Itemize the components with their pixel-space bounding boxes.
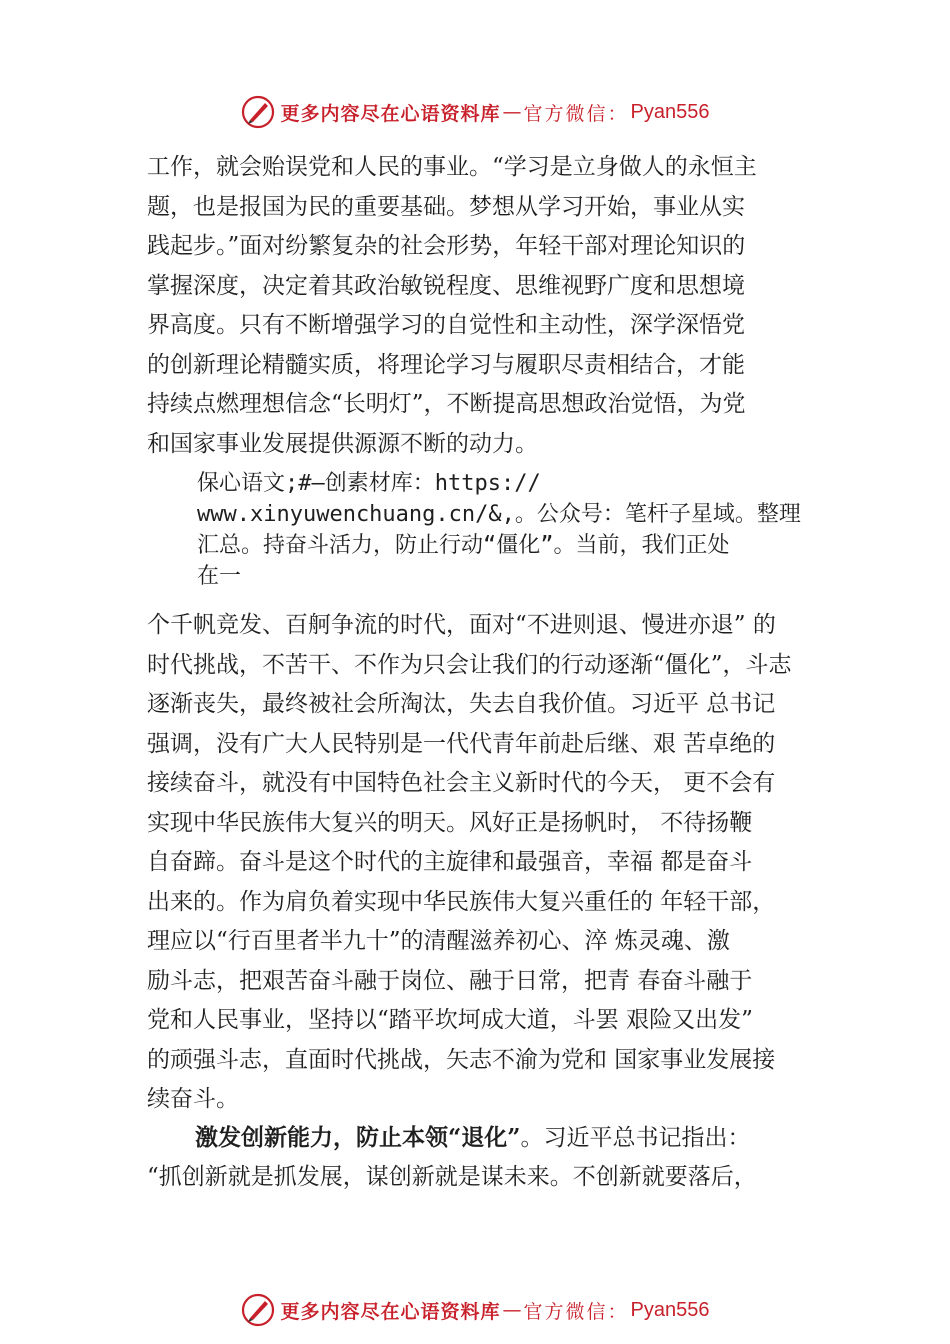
text-line: 出来的。作为肩负着实现中华民族伟大复兴重任的 年轻干部，: [147, 888, 776, 915]
text-line: 汇总。持奋斗活力，防止行动“僵化”。当前，我们正处: [197, 533, 730, 558]
text-line: 和国家事业发展提供源源不断的动力。: [147, 430, 538, 457]
text-line: 题，也是报国为民的重要基础。梦想从学习开始，事业从实: [147, 193, 745, 220]
text-line: 续奋斗。: [147, 1086, 239, 1112]
section-lead: 激发创新能力，防止本领“退化”: [195, 1124, 521, 1151]
footer-watermark: [0, 1290, 950, 1330]
text-line: 逐渐丧失，最终被社会所淘汰，失去自我价值。习近平 总书记: [147, 691, 776, 717]
text-line: [147, 1118, 832, 1158]
text-line: 个千帆竞发、百舸争流的时代，面对“不进则退、慢进亦退” 的: [147, 612, 776, 638]
text-line: 自奋蹄。奋斗是这个时代的主旋律和最强音，幸福 都是奋斗: [147, 849, 753, 875]
text-line: 在一: [197, 564, 242, 589]
text-line: 实现中华民族伟大复兴的明天。风好正是扬帆时， 不待扬鞭: [147, 809, 753, 836]
text-line: 掌握深度，决定着其政治敏锐程度、思维视野广度和思想境: [147, 272, 745, 299]
watermark-separator: —: [502, 101, 522, 123]
text-line: 接续奋斗，就没有中国特色社会主义新时代的今天， 更不会有: [147, 770, 776, 796]
text-line: 持续点燃理想信念“长明灯”，不断提高思想政治觉悟，为党: [147, 391, 746, 417]
text-line: 的创新理论精髓实质，将理论学习与履职尽责相结合，才能: [147, 351, 745, 378]
text-line: 强调，没有广大人民特别是一代代青年前赴后继、艰 苦卓绝的: [147, 730, 776, 757]
paragraph-innovation: [147, 1118, 832, 1197]
text-line: www.xinyuwenchuang.cn/&,。公众号：笔杆子星域。整理: [197, 502, 801, 527]
watermark-wechat-label: 官方微信：: [523, 1300, 629, 1323]
paragraph-ad-insert: [197, 468, 837, 592]
section-lead-rest: 。习近平总书记指出：: [520, 1125, 751, 1151]
watermark-separator: —: [502, 1299, 522, 1321]
paragraph-struggle: [147, 606, 832, 1120]
watermark-wechat-id: Pyan556: [630, 100, 710, 123]
text-line: 界高度。只有不断增强学习的自觉性和主动性，深学深悟党: [147, 312, 745, 338]
watermark-brand: 更多内容尽在心语资料库: [280, 102, 501, 125]
text-line: 时代挑战，不苦干、不作为只会让我们的行动逐渐“僵化”，斗志: [147, 651, 792, 678]
brand-logo-icon: [241, 95, 275, 129]
text-line: 党和人民事业，坚持以“踏平坎坷成大道，斗罢 艰险又出发”: [147, 1007, 753, 1033]
text-line: 的顽强斗志，直面时代挑战，矢志不渝为党和 国家事业发展接: [147, 1046, 776, 1073]
watermark-brand: 更多内容尽在心语资料库: [280, 1300, 501, 1323]
text-line: 励斗志，把艰苦奋斗融于岗位、融于日常，把青 春奋斗融于: [147, 967, 753, 994]
brand-logo-icon: [241, 1293, 275, 1327]
text-line: 理应以“行百里者半九十”的清醒滋养初心、淬 炼灵魂、激: [147, 928, 730, 954]
watermark-wechat-label: 官方微信：: [523, 102, 629, 125]
text-line: 践起步。”面对纷繁复杂的社会形势，年轻干部对理论知识的: [147, 233, 746, 259]
paragraph-study: [147, 148, 832, 464]
text-line: 保心语文;#—创素材库：https://: [197, 471, 541, 496]
header-watermark: [0, 92, 950, 132]
watermark-wechat-id: Pyan556: [630, 1298, 710, 1321]
text-line: 工作，就会贻误党和人民的事业。“学习是立身做人的永恒主: [147, 154, 757, 180]
text-line: “抓创新就是抓发展，谋创新就是谋未来。不创新就要落后，: [147, 1163, 757, 1190]
